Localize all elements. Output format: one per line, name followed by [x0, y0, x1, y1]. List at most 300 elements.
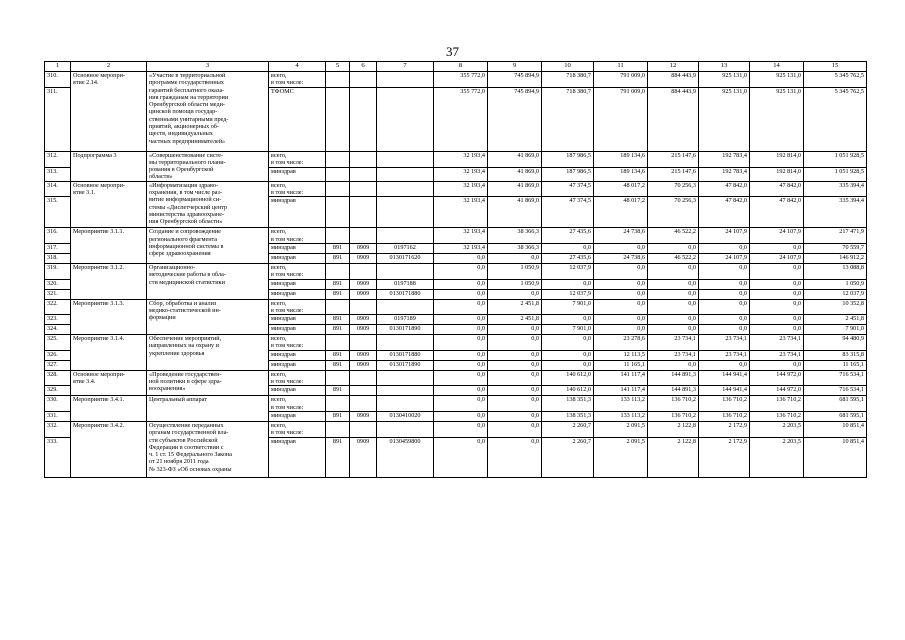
- activity-description-line: «Проведение государствен-: [149, 370, 222, 378]
- row-number: 318.: [45, 253, 71, 263]
- column-header: 3: [147, 62, 269, 72]
- activity-description-line: охранения, в том числе раз-: [149, 189, 222, 197]
- amount-cell: 0,0: [648, 315, 699, 325]
- amount-cell: 83 315,8: [804, 350, 867, 360]
- amount-cell: 133 113,2: [594, 411, 648, 421]
- amount-cell: 2 260,7: [542, 421, 594, 437]
- target-article-code: 0130171880: [377, 289, 434, 299]
- section-code: 0909: [350, 350, 377, 360]
- amount-cell: 32 193,4: [434, 243, 488, 253]
- target-article-code: 0197162: [377, 243, 434, 253]
- amount-cell: 0,0: [594, 299, 648, 315]
- activity-name: [71, 181, 147, 228]
- target-article-code: [377, 228, 434, 244]
- activity-name-line: Мероприятие 3.4.1.: [73, 396, 125, 404]
- row-number: 319.: [45, 263, 71, 279]
- activity-name: [71, 263, 147, 299]
- amount-cell: 0,0: [750, 279, 804, 289]
- grbs-code: 891: [326, 411, 350, 421]
- amount-cell: 0,0: [434, 396, 488, 412]
- amount-cell: 0,0: [750, 299, 804, 315]
- amount-cell: 0,0: [434, 299, 488, 315]
- activity-description-line: сти медицинской статистики: [149, 278, 225, 286]
- amount-cell: 32 193,4: [434, 228, 488, 244]
- activity-name: [71, 396, 147, 422]
- target-article-code: [377, 421, 434, 437]
- amount-cell: 189 134,6: [594, 167, 648, 181]
- executor: [269, 289, 326, 299]
- grbs-code: 891: [326, 360, 350, 370]
- executor-line: всего,: [271, 151, 287, 159]
- amount-cell: 925 131,0: [750, 72, 804, 88]
- activity-description-line: Сбор, обработка и анализ: [149, 299, 217, 307]
- target-article-code: [377, 370, 434, 386]
- column-header: 8: [434, 62, 488, 72]
- amount-cell: 41 869,0: [488, 197, 542, 228]
- column-header: 15: [804, 62, 867, 72]
- activity-name-line: Подпрограмма 3: [73, 151, 117, 159]
- amount-cell: 23 278,6: [594, 335, 648, 351]
- amount-cell: 38 366,3: [488, 228, 542, 244]
- column-header: 2: [71, 62, 147, 72]
- executor: [269, 263, 326, 279]
- amount-cell: 12 037,9: [542, 289, 594, 299]
- executor-line: всего,: [271, 396, 287, 404]
- amount-cell: 24 738,6: [594, 228, 648, 244]
- amount-cell: 215 147,6: [648, 167, 699, 181]
- amount-cell: 884 443,9: [648, 87, 699, 151]
- amount-cell: 2 203,5: [750, 421, 804, 437]
- target-article-code: [377, 72, 434, 88]
- amount-cell: 144 941,4: [699, 370, 750, 386]
- executor: [269, 325, 326, 335]
- row-number: 310.: [45, 72, 71, 88]
- amount-cell: 138 351,3: [542, 396, 594, 412]
- activity-name: [71, 72, 147, 152]
- column-header: 10: [542, 62, 594, 72]
- activity-description-line: Осуществление переданных: [149, 421, 224, 429]
- grbs-code: 891: [326, 350, 350, 360]
- amount-cell: 0,0: [750, 325, 804, 335]
- amount-cell: 0,0: [648, 263, 699, 279]
- executor: [269, 72, 326, 88]
- amount-cell: 140 612,0: [542, 386, 594, 396]
- executor-line: минздрав: [271, 360, 296, 368]
- target-article-code: [377, 197, 434, 228]
- row-number: 315.: [45, 197, 71, 228]
- executor-line: в том числе:: [271, 158, 304, 166]
- target-article-code: [377, 87, 434, 151]
- amount-cell: 192 814,0: [750, 151, 804, 167]
- activity-name-line: Основное меропри-: [73, 72, 125, 79]
- activity-description-line: частных предпринимателей»: [149, 137, 226, 145]
- amount-cell: 0,0: [434, 253, 488, 263]
- amount-cell: 7 901,0: [542, 325, 594, 335]
- target-article-code: [377, 386, 434, 396]
- table-row: [45, 299, 867, 315]
- amount-cell: 2 260,7: [542, 437, 594, 477]
- grbs-code: 891: [326, 243, 350, 253]
- activity-description: [147, 421, 269, 477]
- amount-cell: 0,0: [434, 411, 488, 421]
- activity-description-line: ния Оренбургской области»: [149, 218, 223, 226]
- amount-cell: 0,0: [594, 243, 648, 253]
- row-number: 313.: [45, 167, 71, 181]
- target-article-code: 0130410020: [377, 411, 434, 421]
- amount-cell: 0,0: [542, 350, 594, 360]
- row-number: 325.: [45, 335, 71, 351]
- activity-description-line: программе государственных: [149, 79, 224, 87]
- amount-cell: 0,0: [750, 315, 804, 325]
- amount-cell: 10 851,4: [804, 421, 867, 437]
- executor-line: всего,: [271, 263, 287, 271]
- section-code: [350, 228, 377, 244]
- section-code: [350, 72, 377, 88]
- amount-cell: 24 107,9: [699, 228, 750, 244]
- section-code: 0909: [350, 243, 377, 253]
- activity-name-line: ятие 3.4.: [73, 378, 96, 386]
- activity-description-line: методические работы в обла-: [149, 271, 226, 279]
- target-article-code: 0130171890: [377, 360, 434, 370]
- executor: [269, 228, 326, 244]
- executor-line: минздрав: [271, 386, 296, 394]
- amount-cell: 12 113,5: [594, 350, 648, 360]
- amount-cell: 1 051 928,5: [804, 167, 867, 181]
- amount-cell: 41 869,0: [488, 167, 542, 181]
- activity-description: [147, 151, 269, 181]
- executor: [269, 243, 326, 253]
- amount-cell: 46 522,2: [648, 228, 699, 244]
- executor-line: ТФОМС: [271, 87, 294, 95]
- row-number: 322.: [45, 299, 71, 315]
- amount-cell: 0,0: [648, 243, 699, 253]
- target-article-code: 0130171880: [377, 350, 434, 360]
- executor-line: минздрав: [271, 197, 296, 205]
- row-number: 327.: [45, 360, 71, 370]
- executor: [269, 315, 326, 325]
- amount-cell: 12 037,9: [804, 289, 867, 299]
- amount-cell: 141 117,4: [594, 370, 648, 386]
- executor: [269, 299, 326, 315]
- amount-cell: 0,0: [750, 263, 804, 279]
- table-row: [45, 421, 867, 437]
- amount-cell: 1 051 928,5: [804, 151, 867, 167]
- table-row: [45, 396, 867, 412]
- activity-description-line: Центральный аппарат: [149, 396, 207, 404]
- amount-cell: 48 017,2: [594, 197, 648, 228]
- target-article-code: [377, 263, 434, 279]
- executor-line: минздрав: [271, 289, 296, 297]
- amount-cell: 47 374,5: [542, 181, 594, 197]
- executor: [269, 350, 326, 360]
- row-number: 329.: [45, 386, 71, 396]
- activity-description-line: мы территориального плани-: [149, 158, 226, 166]
- amount-cell: 10 352,8: [804, 299, 867, 315]
- amount-cell: 0,0: [434, 279, 488, 289]
- column-header: 5: [326, 62, 350, 72]
- table-row: [45, 335, 867, 351]
- activity-description-line: медико-статистической ин-: [149, 306, 221, 314]
- amount-cell: 11 165,1: [804, 360, 867, 370]
- amount-cell: 335 394,4: [804, 181, 867, 197]
- amount-cell: 0,0: [434, 315, 488, 325]
- amount-cell: 46 522,2: [648, 253, 699, 263]
- amount-cell: 0,0: [648, 325, 699, 335]
- activity-name-line: ятие 2.14.: [73, 79, 99, 87]
- executor-line: минздрав: [271, 279, 296, 287]
- amount-cell: 745 894,9: [488, 72, 542, 88]
- activity-name-line: Мероприятие 3.1.3.: [73, 299, 125, 307]
- amount-cell: 0,0: [488, 370, 542, 386]
- amount-cell: 0,0: [542, 315, 594, 325]
- grbs-code: [326, 228, 350, 244]
- amount-cell: 745 894,9: [488, 87, 542, 151]
- grbs-code: [326, 335, 350, 351]
- amount-cell: 144 891,3: [648, 370, 699, 386]
- section-code: 0909: [350, 411, 377, 421]
- amount-cell: 718 380,7: [542, 87, 594, 151]
- amount-cell: 217 471,9: [804, 228, 867, 244]
- amount-cell: 47 842,0: [699, 181, 750, 197]
- amount-cell: 0,0: [434, 335, 488, 351]
- section-code: [350, 167, 377, 181]
- amount-cell: 0,0: [488, 411, 542, 421]
- table-row: [45, 181, 867, 197]
- activity-description-line: области»: [149, 173, 173, 181]
- amount-cell: 23 734,1: [699, 335, 750, 351]
- executor-line: минздрав: [271, 325, 296, 333]
- amount-cell: 7 901,0: [804, 325, 867, 335]
- amount-cell: 925 131,0: [699, 72, 750, 88]
- grbs-code: 891: [326, 325, 350, 335]
- amount-cell: 144 972,0: [750, 386, 804, 396]
- table-row: [45, 72, 867, 88]
- amount-cell: 2 172,9: [699, 421, 750, 437]
- activity-description-line: гарантий бесплатного оказа-: [149, 86, 225, 94]
- executor: [269, 396, 326, 412]
- amount-cell: 27 435,6: [542, 253, 594, 263]
- amount-cell: 2 203,5: [750, 437, 804, 477]
- amount-cell: 136 710,2: [648, 411, 699, 421]
- executor-line: в том числе:: [271, 306, 304, 314]
- amount-cell: 925 131,0: [750, 87, 804, 151]
- amount-cell: 70 256,3: [648, 181, 699, 197]
- target-article-code: [377, 335, 434, 351]
- section-code: [350, 335, 377, 351]
- amount-cell: 5 345 762,5: [804, 72, 867, 88]
- table-row: [45, 151, 867, 167]
- executor-line: всего,: [271, 72, 287, 79]
- amount-cell: 141 117,4: [594, 386, 648, 396]
- section-code: [350, 197, 377, 228]
- amount-cell: 925 131,0: [699, 87, 750, 151]
- grbs-code: [326, 299, 350, 315]
- amount-cell: 0,0: [488, 350, 542, 360]
- activity-description-line: ч. 1 ст. 15 Федерального Закона: [149, 451, 233, 459]
- section-code: [350, 181, 377, 197]
- activity-description-line: воохранения»: [149, 385, 186, 393]
- activity-description-line: ния гражданам на территории: [149, 93, 229, 101]
- activity-description-line: укрепление здоровья: [149, 349, 205, 357]
- target-article-code: 0130171620: [377, 253, 434, 263]
- amount-cell: 192 814,0: [750, 167, 804, 181]
- activity-name-line: Основное меропри-: [73, 181, 125, 189]
- amount-cell: 0,0: [488, 437, 542, 477]
- amount-cell: 2 122,8: [648, 437, 699, 477]
- activity-description-line: направленных на охрану и: [149, 342, 219, 350]
- amount-cell: 24 107,9: [699, 253, 750, 263]
- amount-cell: 0,0: [434, 289, 488, 299]
- amount-cell: 0,0: [434, 421, 488, 437]
- amount-cell: 140 612,0: [542, 370, 594, 386]
- executor: [269, 411, 326, 421]
- section-code: [350, 87, 377, 151]
- activity-name-line: Основное меропри-: [73, 370, 125, 378]
- amount-cell: 718 380,7: [542, 72, 594, 88]
- section-code: [350, 299, 377, 315]
- amount-cell: 0,0: [488, 386, 542, 396]
- activity-description-line: приятий, акционерных об-: [149, 123, 220, 131]
- amount-cell: 24 107,9: [750, 228, 804, 244]
- amount-cell: 192 783,4: [699, 167, 750, 181]
- row-number: 330.: [45, 396, 71, 412]
- amount-cell: 681 595,1: [804, 396, 867, 412]
- amount-cell: 0,0: [750, 243, 804, 253]
- column-header: 14: [750, 62, 804, 72]
- activity-description-line: сти субъектов Российской: [149, 436, 218, 444]
- executor-line: минздрав: [271, 167, 296, 175]
- executor-line: в том числе:: [271, 235, 304, 243]
- amount-cell: 0,0: [488, 421, 542, 437]
- amount-cell: 47 842,0: [750, 181, 804, 197]
- row-number: 317.: [45, 243, 71, 253]
- amount-cell: 791 009,0: [594, 72, 648, 88]
- target-article-code: 0197188: [377, 279, 434, 289]
- amount-cell: 94 480,9: [804, 335, 867, 351]
- amount-cell: 48 017,2: [594, 181, 648, 197]
- amount-cell: 0,0: [648, 299, 699, 315]
- amount-cell: 0,0: [542, 360, 594, 370]
- row-number: 332.: [45, 421, 71, 437]
- activity-description-line: органам государственной вла-: [149, 429, 229, 437]
- amount-cell: 23 734,1: [750, 350, 804, 360]
- amount-cell: 2 451,8: [804, 315, 867, 325]
- amount-cell: 0,0: [699, 325, 750, 335]
- column-header: 4: [269, 62, 326, 72]
- amount-cell: 23 734,1: [699, 350, 750, 360]
- amount-cell: 138 351,3: [542, 411, 594, 421]
- table-row: [45, 263, 867, 279]
- activity-description-line: от 21 ноября 2011 года: [149, 458, 209, 466]
- activity-description: [147, 181, 269, 228]
- executor: [269, 360, 326, 370]
- activity-name-line: Мероприятие 3.1.2.: [73, 263, 125, 271]
- activity-description-line: регионального фрагмента: [149, 235, 218, 243]
- activity-description: [147, 396, 269, 422]
- amount-cell: 23 734,1: [648, 335, 699, 351]
- column-header: 7: [377, 62, 434, 72]
- executor-line: в том числе:: [271, 189, 304, 197]
- column-header: 9: [488, 62, 542, 72]
- amount-cell: 0,0: [594, 289, 648, 299]
- activity-description-line: министерства здравоохране-: [149, 210, 225, 218]
- activity-name: [71, 370, 147, 396]
- executor: [269, 151, 326, 167]
- executor: [269, 370, 326, 386]
- activity-description-line: Обеспечение мероприятий,: [149, 335, 222, 343]
- section-code: [350, 370, 377, 386]
- amount-cell: 136 710,2: [750, 396, 804, 412]
- column-header: 12: [648, 62, 699, 72]
- grbs-code: 891: [326, 437, 350, 477]
- section-code: [350, 151, 377, 167]
- column-header: 11: [594, 62, 648, 72]
- target-article-code: [377, 167, 434, 181]
- amount-cell: 2 451,8: [488, 299, 542, 315]
- activity-description: [147, 299, 269, 335]
- section-code: 0909: [350, 360, 377, 370]
- activity-description-line: «Участие в территориальной: [149, 72, 226, 79]
- activity-description-line: Оренбургской области меди-: [149, 101, 225, 109]
- executor-line: минздрав: [271, 253, 296, 261]
- amount-cell: 70 256,3: [648, 197, 699, 228]
- amount-cell: 187 986,5: [542, 151, 594, 167]
- column-header: 6: [350, 62, 377, 72]
- executor: [269, 386, 326, 396]
- executor-line: всего,: [271, 228, 287, 236]
- amount-cell: 0,0: [434, 263, 488, 279]
- grbs-code: [326, 72, 350, 88]
- amount-cell: 189 134,6: [594, 151, 648, 167]
- grbs-code: [326, 396, 350, 412]
- amount-cell: 144 891,3: [648, 386, 699, 396]
- amount-cell: 32 193,4: [434, 197, 488, 228]
- grbs-code: [326, 370, 350, 386]
- amount-cell: 187 986,5: [542, 167, 594, 181]
- executor: [269, 181, 326, 197]
- activity-description-line: № 323-ФЗ «Об основах охраны: [149, 465, 232, 473]
- amount-cell: 0,0: [488, 325, 542, 335]
- grbs-code: [326, 181, 350, 197]
- activity-description-line: ственными унитарными пред-: [149, 115, 229, 123]
- grbs-code: [326, 167, 350, 181]
- amount-cell: 24 738,6: [594, 253, 648, 263]
- amount-cell: 716 534,1: [804, 370, 867, 386]
- grbs-code: [326, 87, 350, 151]
- amount-cell: 7 901,0: [542, 299, 594, 315]
- row-number: 326.: [45, 350, 71, 360]
- grbs-code: 891: [326, 315, 350, 325]
- row-number: 320.: [45, 279, 71, 289]
- header-row: [45, 62, 867, 72]
- amount-cell: 0,0: [434, 325, 488, 335]
- grbs-code: 891: [326, 386, 350, 396]
- grbs-code: [326, 197, 350, 228]
- amount-cell: 144 941,4: [699, 386, 750, 396]
- amount-cell: 0,0: [699, 279, 750, 289]
- activity-name: [71, 228, 147, 264]
- row-number: 331.: [45, 411, 71, 421]
- target-article-code: 0130459800: [377, 437, 434, 477]
- activity-description-line: информационной системы в: [149, 242, 224, 250]
- row-number: 314.: [45, 181, 71, 197]
- amount-cell: 0,0: [434, 360, 488, 370]
- executor: [269, 335, 326, 351]
- executor: [269, 167, 326, 181]
- executor-line: всего,: [271, 335, 287, 343]
- row-number: 316.: [45, 228, 71, 244]
- activity-description-line: рования в Оренбургской: [149, 166, 214, 174]
